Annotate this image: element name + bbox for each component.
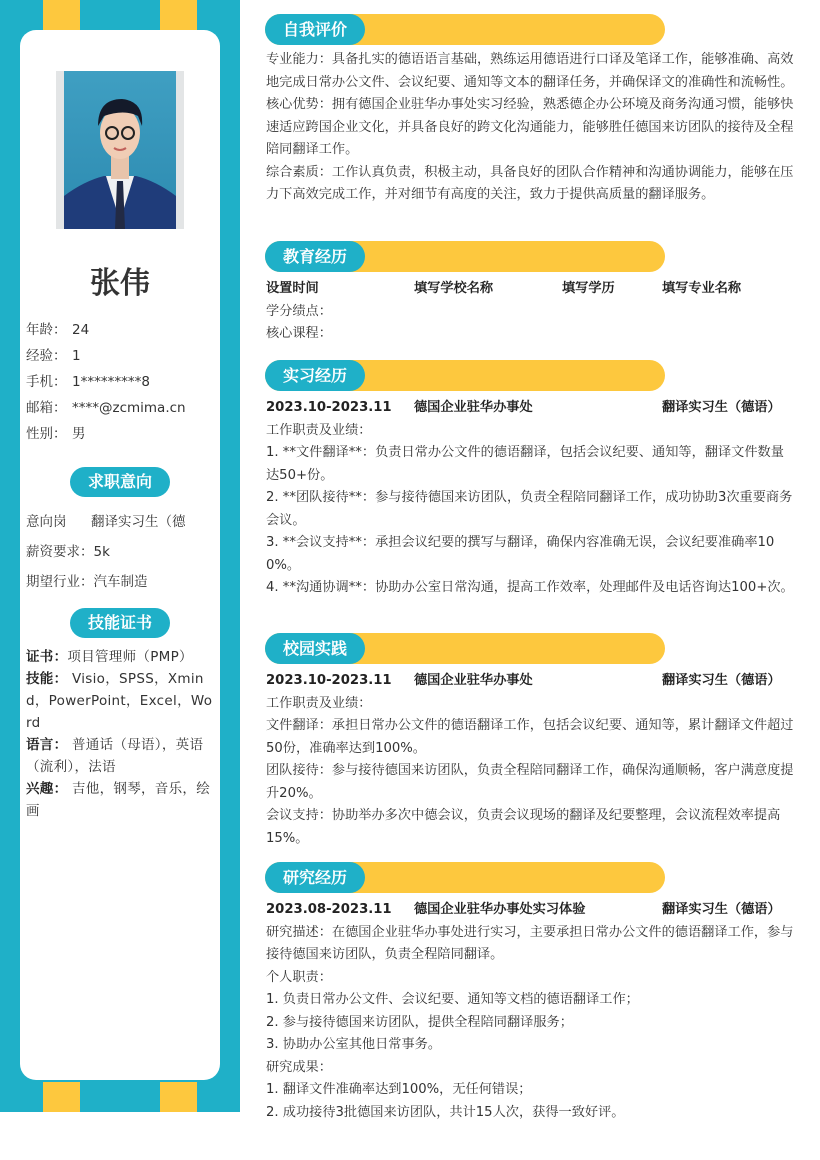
- stripe-decoration: [160, 0, 197, 30]
- skill-language: 语言： 普通话（母语），英语（流利），法语: [26, 737, 204, 775]
- info-age: 年龄： 24: [26, 322, 90, 338]
- internship: [266, 397, 796, 600]
- line: 2. 参与接待德国来访团队，提供全程陪同翻译服务；: [266, 1014, 573, 1030]
- line: 工作职责及业绩：: [266, 422, 372, 438]
- paragraph: 专业能力：具备扎实的德语语言基础，熟练运用德语进行口译及笔译工作，能够准确、高效地完成日常办公文件、会议纪要、通知等文本的翻译任务，并确保译文的准确性和流畅性。: [266, 52, 794, 90]
- skills-list: [26, 646, 216, 822]
- section-header-education: 教育经历: [265, 241, 665, 272]
- entry-row: 2023.08-2023.11 德国企业驻华办事处实习体验 翻译实习生（德语）: [266, 902, 781, 917]
- personal-info: [26, 317, 186, 447]
- skill-tools: 技能： Visio，SPSS，Xmind，PowerPoint，Excel，Word: [26, 671, 213, 731]
- skill-hobby: 兴趣： 吉他，钢琴，音乐，绘画: [26, 781, 210, 819]
- line: 研究描述：在德国企业驻华办事处进行实习，主要承担日常办公文件的德语翻译工作，参与接待德国来访团队，负责全程陪同翻译。: [266, 924, 794, 962]
- gpa-line: 学分绩点：: [266, 303, 332, 319]
- research: [266, 899, 796, 1124]
- stripe-decoration: [43, 1082, 80, 1112]
- info-experience: 经验： 1: [26, 348, 81, 364]
- line: 1. 负责日常办公文件、会议纪要、通知等文档的德语翻译工作；: [266, 992, 639, 1007]
- line: 会议支持：协助举办多次中德会议，负责会议现场的翻译及纪要整理，会议流程效率提高15%。: [266, 808, 781, 846]
- campus-practice: [266, 670, 796, 850]
- job-intent: [26, 507, 216, 597]
- info-gender: 性别： 男: [26, 426, 86, 442]
- section-header-internship: 实习经历: [265, 360, 665, 391]
- stripe-decoration: [43, 0, 80, 30]
- courses-line: 核心课程：: [266, 326, 332, 341]
- skills-heading: 技能证书: [70, 608, 170, 638]
- line: 3. **会议支持**：承担会议纪要的撰写与翻译，确保内容准确无误，会议纪要准确率100%。: [266, 535, 775, 573]
- skill-cert: 证书：项目管理师（PMP）: [26, 649, 193, 665]
- intent-heading: 求职意向: [70, 467, 170, 497]
- paragraph: 综合素质：工作认真负责，积极主动，具备良好的团队合作精神和沟通协调能力，能够在压力下高效完成工作，并对细节有高度的关注，致力于提供高质量的翻译服务。: [266, 164, 794, 202]
- line: 4. **沟通协调**：协助办公室日常沟通，提高工作效率，处理邮件及电话咨询达100+次。: [266, 580, 794, 595]
- line: 工作职责及业绩：: [266, 695, 372, 711]
- line: 3. 协助办公室其他日常事务。: [266, 1037, 442, 1052]
- entry-row: 2023.10-2023.11 德国企业驻华办事处 翻译实习生（德语）: [266, 673, 781, 688]
- candidate-name: 张伟: [90, 266, 150, 301]
- line: 团队接待：参与接待德国来访团队，负责全程陪同翻译工作，确保沟通顺畅，客户满意度提升20%。: [266, 763, 794, 801]
- intent-salary: 薪资要求：5k: [26, 544, 110, 560]
- line: 1. 翻译文件准确率达到100%，无任何错误；: [266, 1082, 532, 1097]
- paragraph: 核心优势：拥有德国企业驻华办事处实习经验，熟悉德企办公环境及商务沟通习惯，能够快速适应跨国企业文化，并具备良好的跨文化沟通能力，能够胜任德国来访团队的接待及全程陪同翻译工作。: [266, 97, 794, 157]
- info-email: 邮箱： ****@zcmima.cn: [26, 400, 186, 416]
- line: 2. **团队接待**：参与接待德国来访团队，负责全程陪同翻译工作，成功协助3次重要商务会议。: [266, 490, 793, 528]
- info-phone: 手机： 1*********8: [26, 374, 150, 390]
- intent-position: 意向岗 翻译实习生（德: [26, 514, 186, 530]
- intent-industry: 期望行业：汽车制造: [26, 574, 148, 590]
- line: 研究成果：: [266, 1059, 332, 1075]
- stripe-decoration: [160, 1082, 197, 1112]
- section-header-campus: 校园实践: [265, 633, 665, 664]
- education: [266, 278, 796, 346]
- profile-photo: [56, 71, 184, 229]
- entry-row: 2023.10-2023.11 德国企业驻华办事处 翻译实习生（德语）: [266, 400, 781, 415]
- line: 个人职责：: [266, 969, 332, 985]
- section-header-self: 自我评价: [265, 14, 665, 45]
- education-row: 设置时间 填写学校名称 填写学历 填写专业名称: [266, 281, 742, 296]
- line: 2. 成功接待3批德国来访团队，共计15人次，获得一致好评。: [266, 1104, 625, 1120]
- section-header-research: 研究经历: [265, 862, 665, 893]
- line: 1. **文件翻译**：负责日常办公文件的德语翻译，包括会议纪要、通知等，翻译文件数量达50+份。: [266, 445, 784, 483]
- line: 文件翻译：承担日常办公文件的德语翻译工作，包括会议纪要、通知等，累计翻译文件超过50份，准确率达到100%。: [266, 718, 794, 756]
- self-evaluation: [266, 49, 796, 207]
